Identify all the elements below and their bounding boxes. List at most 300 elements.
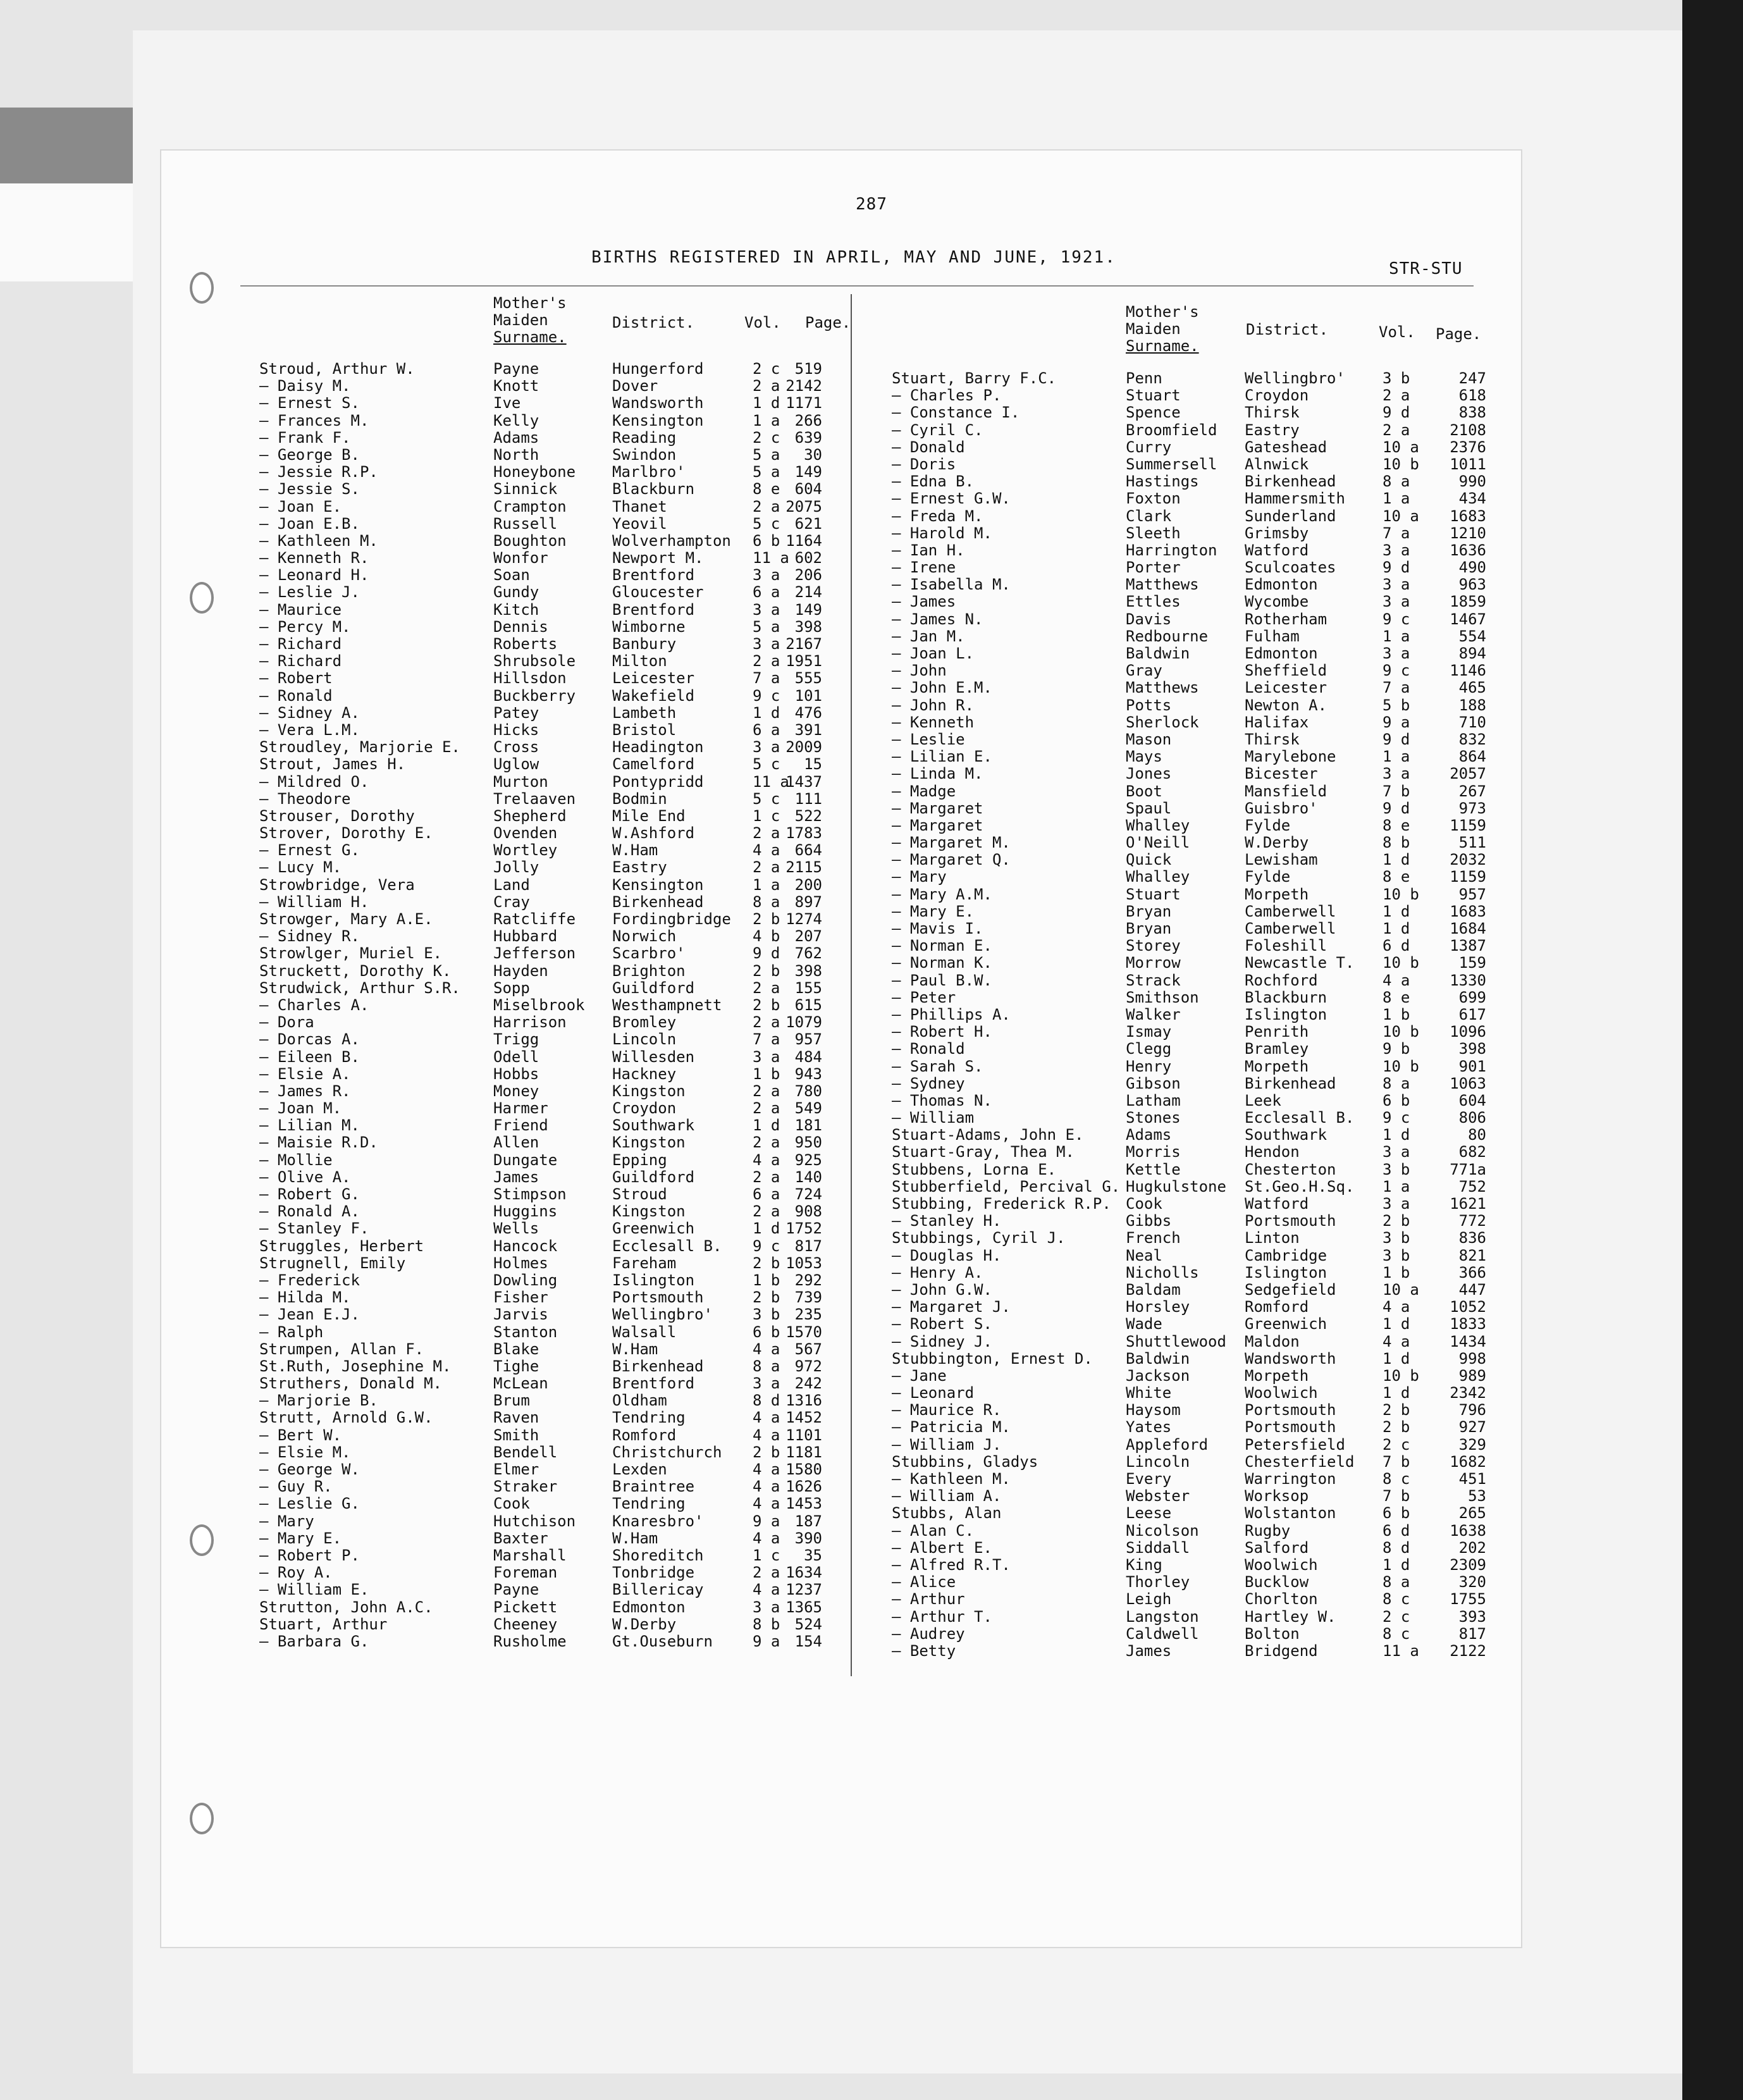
entry-name: — William: [892, 1109, 975, 1127]
register-entry: [259, 1392, 847, 1409]
entry-page: 267: [1458, 782, 1486, 800]
register-entry: [259, 1169, 847, 1186]
entry-name: — Ernest G.W.: [892, 490, 1011, 508]
entry-name: — Eileen B.: [259, 1047, 360, 1066]
entry-maiden-surname: Hastings: [1126, 472, 1199, 491]
entry-district: Kensington: [612, 411, 704, 429]
entry-page: 329: [1458, 1435, 1486, 1454]
entry-volume: 1 c: [753, 1546, 780, 1564]
register-entry: [259, 1014, 847, 1031]
entry-maiden-surname: Harmer: [493, 1099, 548, 1118]
entry-page: 292: [794, 1271, 822, 1289]
register-entry: [259, 498, 847, 516]
entry-maiden-surname: Ovenden: [493, 824, 558, 843]
entry-maiden-surname: French: [1126, 1229, 1181, 1247]
entry-page: 771a: [1450, 1160, 1486, 1178]
entry-name: Struckett, Dorothy K.: [259, 961, 452, 980]
entry-name: — Hilda M.: [259, 1288, 351, 1307]
entry-name: — Kathleen M.: [259, 531, 378, 550]
entry-district: Banbury: [612, 635, 677, 653]
entry-name: — Robert G.: [259, 1185, 360, 1203]
register-entry: [892, 662, 1493, 679]
entry-maiden-surname: Neal: [1126, 1246, 1162, 1264]
register-entry: [892, 1557, 1493, 1574]
entry-name: — Jean E.J.: [259, 1306, 360, 1324]
register-entry: [892, 1213, 1493, 1230]
entry-district: Norwich: [612, 927, 677, 946]
entry-maiden-surname: Gibbs: [1126, 1212, 1172, 1230]
entry-district: Maldon: [1245, 1332, 1300, 1350]
entry-maiden-surname: Potts: [1126, 696, 1172, 714]
entry-name: Strumpen, Allan F.: [259, 1340, 424, 1358]
entry-maiden-surname: Payne: [493, 1581, 539, 1599]
entry-district: Braintree: [612, 1478, 695, 1496]
entry-page: 1453: [785, 1495, 822, 1513]
entry-page: 434: [1458, 490, 1486, 508]
register-entry: [259, 1581, 847, 1598]
entry-maiden-surname: Wortley: [493, 841, 558, 860]
register-entry: [892, 1609, 1493, 1626]
entry-district: Eastry: [1245, 421, 1300, 439]
entry-page: 155: [794, 979, 822, 997]
register-entry: [892, 972, 1493, 989]
entry-volume: 5 a: [753, 463, 780, 481]
entry-page: 998: [1458, 1349, 1486, 1368]
entry-name: — Alice: [892, 1573, 956, 1591]
entry-maiden-surname: Bryan: [1126, 920, 1172, 937]
entry-volume: 8 a: [753, 1357, 780, 1375]
entry-volume: 1 d: [1383, 1349, 1410, 1368]
entry-maiden-surname: Broomfield: [1126, 421, 1217, 439]
entry-volume: 2 a: [753, 979, 780, 997]
entry-page: 554: [1458, 627, 1486, 645]
register-entry: [892, 559, 1493, 576]
entry-page: 202: [1458, 1538, 1486, 1557]
entry-page: 2167: [785, 635, 822, 653]
entry-maiden-surname: Webster: [1126, 1487, 1190, 1505]
register-entry: [892, 1247, 1493, 1264]
entry-volume: 2 c: [1383, 1435, 1410, 1454]
entry-maiden-surname: Kelly: [493, 411, 539, 429]
entry-maiden-surname: Adams: [493, 428, 539, 447]
entry-volume: 8 e: [1383, 816, 1410, 834]
register-entry: [259, 1100, 847, 1117]
entry-district: Walsall: [612, 1323, 677, 1341]
entry-name: — Jane: [892, 1366, 947, 1385]
entry-name: — Guy R.: [259, 1478, 333, 1496]
entry-maiden-surname: Walker: [1126, 1005, 1181, 1023]
entry-volume: 3 a: [1383, 576, 1410, 594]
entry-page: 207: [794, 927, 822, 946]
register-entry: [892, 1178, 1493, 1195]
register-entry: [892, 937, 1493, 954]
entry-name: — Kenneth R.: [259, 549, 369, 567]
entry-district: Southwark: [1245, 1126, 1327, 1144]
register-entry: [892, 1643, 1493, 1660]
entry-district: Edmonton: [1245, 576, 1318, 594]
entry-page: 943: [794, 1065, 822, 1083]
entry-name: Strugnell, Emily: [259, 1254, 406, 1272]
entry-district: W.Derby: [1245, 834, 1309, 852]
entry-page: 699: [1458, 988, 1486, 1006]
register-entry: [892, 851, 1493, 868]
entry-name: — Daisy M.: [259, 377, 351, 395]
entry-maiden-surname: Ismay: [1126, 1023, 1172, 1041]
entry-page: 2142: [785, 377, 822, 395]
entry-volume: 3 a: [1383, 541, 1410, 559]
entry-maiden-surname: Kettle: [1126, 1160, 1181, 1178]
entry-district: Blackburn: [612, 480, 695, 498]
entry-district: Marylebone: [1245, 748, 1336, 766]
register-entry: [892, 1540, 1493, 1557]
entry-volume: 11 a: [753, 549, 789, 567]
entry-maiden-surname: Stuart: [1126, 386, 1181, 405]
entry-page: 154: [794, 1632, 822, 1650]
entry-page: 214: [794, 583, 822, 602]
entry-district: Bodmin: [612, 789, 667, 808]
entry-volume: 3 b: [1383, 1160, 1410, 1178]
register-entry: [259, 1358, 847, 1375]
register-entry: [892, 1195, 1493, 1213]
entry-page: 710: [1458, 713, 1486, 731]
register-entry: [892, 1471, 1493, 1488]
entry-district: Morpeth: [1245, 1057, 1309, 1075]
entry-district: Gloucester: [612, 583, 704, 602]
entry-volume: 6 b: [753, 1323, 780, 1341]
entry-page: 490: [1458, 559, 1486, 577]
entry-name: — Ernest G.: [259, 841, 360, 860]
register-entry: [259, 619, 847, 636]
entry-volume: 4 a: [753, 1581, 780, 1599]
entry-maiden-surname: Hillsdon: [493, 669, 567, 688]
entry-district: Wellingbro': [1245, 369, 1345, 387]
entry-volume: 1 d: [753, 1220, 780, 1238]
entry-district: Wakefield: [612, 686, 695, 705]
entry-name: — Madge: [892, 782, 956, 800]
entry-volume: 2 a: [753, 1099, 780, 1118]
entry-district: Portsmouth: [1245, 1418, 1336, 1436]
register-entry: [892, 645, 1493, 662]
entry-district: Islington: [1245, 1263, 1327, 1282]
register-entry: [259, 1478, 847, 1495]
entry-volume: 8 a: [1383, 472, 1410, 491]
entry-volume: 9 c: [1383, 1109, 1410, 1127]
entry-volume: 8 c: [1383, 1470, 1410, 1488]
entry-volume: 5 c: [753, 755, 780, 774]
district-header-left: District.: [612, 314, 695, 331]
entry-page: 957: [1458, 885, 1486, 903]
entry-page: 990: [1458, 472, 1486, 491]
register-entry: [892, 1626, 1493, 1643]
entry-volume: 3 a: [1383, 765, 1410, 783]
entry-maiden-surname: Every: [1126, 1470, 1172, 1488]
register-entry: [259, 1324, 847, 1341]
entry-volume: 6 b: [1383, 1091, 1410, 1109]
entry-page: 320: [1458, 1573, 1486, 1591]
entry-maiden-surname: O'Neill: [1126, 834, 1190, 852]
entry-maiden-surname: Matthews: [1126, 576, 1199, 594]
entry-page: 187: [794, 1512, 822, 1530]
entry-page: 957: [794, 1030, 822, 1049]
entry-name: — Barbara G.: [259, 1632, 369, 1650]
entry-volume: 2 b: [753, 1254, 780, 1272]
entry-page: 391: [794, 720, 822, 739]
register-entry: [259, 429, 847, 447]
entry-maiden-surname: Allen: [493, 1133, 539, 1152]
entry-maiden-surname: Shrubsole: [493, 652, 576, 670]
entry-name: — Alfred R.T.: [892, 1555, 1011, 1574]
entry-maiden-surname: Pickett: [493, 1598, 558, 1616]
register-entry: [892, 456, 1493, 473]
entry-maiden-surname: Redbourne: [1126, 627, 1209, 645]
entry-volume: 1 d: [1383, 1315, 1410, 1333]
entry-maiden-surname: Shuttlewood: [1126, 1332, 1226, 1350]
entry-name: — Sidney A.: [259, 703, 360, 722]
entry-volume: 1 d: [1383, 851, 1410, 869]
entry-page: 1164: [785, 531, 822, 550]
entry-name: — Robert S.: [892, 1315, 992, 1333]
entry-name: — Norman E.: [892, 937, 992, 955]
entry-name: — John E.M.: [892, 679, 992, 697]
entry-district: Swindon: [612, 445, 677, 464]
entry-page: 1052: [1450, 1298, 1486, 1316]
register-entry: [892, 439, 1493, 456]
entry-maiden-surname: Adams: [1126, 1126, 1172, 1144]
entry-page: 836: [1458, 1229, 1486, 1247]
entry-name: — William E.: [259, 1581, 369, 1599]
entry-district: Chorlton: [1245, 1590, 1318, 1609]
entry-maiden-surname: Horsley: [1126, 1298, 1190, 1316]
entry-district: Thanet: [612, 497, 667, 516]
punch-hole: [190, 272, 214, 304]
register-entry: [259, 584, 847, 601]
entry-maiden-surname: Shepherd: [493, 806, 567, 825]
entry-name: — Kathleen M.: [892, 1470, 1011, 1488]
entry-page: 901: [1458, 1057, 1486, 1075]
entry-district: Fylde: [1245, 816, 1291, 834]
register-entry: [892, 628, 1493, 645]
entry-page: 188: [1458, 696, 1486, 714]
entry-maiden-surname: Hayden: [493, 961, 548, 980]
entry-page: 1752: [785, 1220, 822, 1238]
entry-volume: 2 a: [753, 824, 780, 843]
entry-volume: 9 b: [1383, 1040, 1410, 1058]
register-entry: [892, 473, 1493, 490]
entry-volume: 9 d: [1383, 799, 1410, 817]
register-entry: [259, 1375, 847, 1392]
register-entry: [892, 490, 1493, 507]
register-entry: [892, 903, 1493, 920]
entry-page: 2057: [1450, 765, 1486, 783]
entry-page: 1274: [785, 910, 822, 928]
entry-district: Watford: [1245, 541, 1309, 559]
entry-maiden-surname: Knott: [493, 377, 539, 395]
entry-name: Strowbridge, Vera: [259, 875, 415, 894]
register-entry: [259, 1152, 847, 1169]
entry-maiden-surname: Morris: [1126, 1143, 1181, 1161]
entry-page: 549: [794, 1099, 822, 1118]
entry-name: — Charles A.: [259, 996, 369, 1014]
entry-maiden-surname: Gundy: [493, 583, 539, 602]
entry-district: Birkenhead: [612, 1357, 704, 1375]
register-entry: [259, 894, 847, 911]
register-entry: [259, 378, 847, 395]
entry-volume: 3 a: [1383, 1195, 1410, 1213]
entry-name: — Margaret M.: [892, 834, 1011, 852]
entry-page: 2122: [1450, 1641, 1486, 1660]
entry-maiden-surname: Trelaaven: [493, 789, 576, 808]
entry-volume: 3 b: [753, 1306, 780, 1324]
entry-volume: 3 a: [753, 1598, 780, 1616]
entry-name: — Stanley F.: [259, 1220, 369, 1238]
entry-volume: 2 b: [753, 961, 780, 980]
entry-volume: 3 b: [1383, 1246, 1410, 1264]
entry-district: Chesterton: [1245, 1160, 1336, 1178]
register-entry: [259, 567, 847, 584]
entry-district: Birkenhead: [1245, 472, 1336, 491]
entry-district: Salford: [1245, 1538, 1309, 1557]
entry-page: 621: [794, 514, 822, 533]
entry-volume: 1 b: [753, 1271, 780, 1289]
entry-name: — Elsie A.: [259, 1065, 351, 1083]
register-entry: [259, 1409, 847, 1426]
register-entry: [259, 963, 847, 980]
register-entry: [259, 1066, 847, 1083]
entry-page: 398: [794, 617, 822, 636]
entry-page: 30: [804, 445, 822, 464]
entry-district: Ecclesall B.: [1245, 1109, 1355, 1127]
register-entry: [892, 1058, 1493, 1075]
entry-district: Yeovil: [612, 514, 667, 533]
entry-name: — Irene: [892, 559, 956, 577]
entry-page: 524: [794, 1615, 822, 1633]
register-entry: [259, 928, 847, 945]
entry-name: Stubbens, Lorna E.: [892, 1160, 1057, 1178]
entry-name: — Mary: [259, 1512, 314, 1530]
entry-page: 53: [1468, 1487, 1486, 1505]
entry-district: Rotherham: [1245, 610, 1327, 628]
entry-name: Stroud, Arthur W.: [259, 360, 415, 378]
entry-name: Strout, James H.: [259, 755, 406, 774]
entry-maiden-surname: Storey: [1126, 937, 1181, 955]
entry-district: Lewisham: [1245, 851, 1318, 869]
entry-page: 1467: [1450, 610, 1486, 628]
entry-district: Tendring: [612, 1495, 686, 1513]
entry-page: 451: [1458, 1470, 1486, 1488]
entry-page: 927: [1458, 1418, 1486, 1436]
right-entries-list: [892, 370, 1493, 1660]
entry-name: — Robert: [259, 669, 333, 688]
entry-district: Thirsk: [1245, 404, 1300, 422]
entry-volume: 8 a: [753, 892, 780, 911]
entry-volume: 5 c: [753, 514, 780, 533]
page-title: BIRTHS REGISTERED IN APRIL, MAY AND JUNE, 1921.: [591, 248, 1116, 267]
entry-page: 398: [1458, 1040, 1486, 1058]
entry-page: 465: [1458, 679, 1486, 697]
entry-name: Stroudley, Marjorie E.: [259, 738, 460, 757]
register-entry: [259, 1564, 847, 1581]
entry-name: — Albert E.: [892, 1538, 992, 1557]
entry-maiden-surname: Hancock: [493, 1237, 558, 1255]
entry-page: 519: [794, 360, 822, 378]
entry-maiden-surname: Baldwin: [1126, 645, 1190, 662]
entry-district: Guildford: [612, 1168, 695, 1186]
register-entry: [892, 783, 1493, 800]
entry-district: Newcastle T.: [1245, 954, 1355, 972]
entry-district: Dover: [612, 377, 658, 395]
maiden-header-left: Mother's Maiden Surname.: [493, 294, 567, 346]
register-entry: [892, 525, 1493, 542]
entry-district: Tendring: [612, 1409, 686, 1427]
entry-name: Strutton, John A.C.: [259, 1598, 433, 1616]
entry-name: — Douglas H.: [892, 1246, 1002, 1264]
entry-maiden-surname: Summersell: [1126, 455, 1217, 473]
entry-page: 1011: [1450, 455, 1486, 473]
entry-name: Stubbins, Gladys: [892, 1452, 1038, 1471]
entry-district: Bristol: [612, 720, 677, 739]
entry-volume: 9 a: [753, 1632, 780, 1650]
entry-name: — William J.: [892, 1435, 1002, 1454]
entry-name: — Joan L.: [892, 645, 975, 662]
entry-volume: 2 a: [1383, 421, 1410, 439]
register-entry: [892, 1350, 1493, 1368]
entry-district: Brentford: [612, 600, 695, 619]
entry-page: 181: [794, 1116, 822, 1135]
register-entry: [259, 1272, 847, 1289]
entry-page: 1570: [785, 1323, 822, 1341]
entry-maiden-surname: Clegg: [1126, 1040, 1172, 1058]
entry-maiden-surname: Cray: [493, 892, 530, 911]
entry-district: Gt.Ouseburn: [612, 1632, 713, 1650]
entry-page: 1755: [1450, 1590, 1486, 1609]
entry-volume: 1 a: [1383, 748, 1410, 766]
entry-name: — George B.: [259, 445, 360, 464]
entry-maiden-surname: North: [493, 445, 539, 464]
entry-maiden-surname: Jones: [1126, 765, 1172, 783]
entry-maiden-surname: Hicks: [493, 720, 539, 739]
left-entries-list: [259, 361, 847, 1650]
register-entry: [892, 1574, 1493, 1591]
entry-volume: 4 a: [753, 1495, 780, 1513]
entry-maiden-surname: Quick: [1126, 851, 1172, 869]
entry-district: Warrington: [1245, 1470, 1336, 1488]
register-entry: [892, 611, 1493, 628]
entry-volume: 4 a: [753, 1409, 780, 1427]
entry-district: Portsmouth: [1245, 1212, 1336, 1230]
register-entry: [892, 679, 1493, 696]
entry-volume: 5 b: [1383, 696, 1410, 714]
entry-name: — James: [892, 593, 956, 611]
register-entry: [892, 765, 1493, 782]
entry-volume: 4 a: [753, 1426, 780, 1444]
entry-volume: 1 d: [753, 1116, 780, 1135]
register-entry: [892, 1041, 1493, 1058]
entry-district: Knaresbro': [612, 1512, 704, 1530]
entry-name: — Richard: [259, 635, 342, 653]
register-entry: [259, 997, 847, 1014]
entry-maiden-surname: Trigg: [493, 1030, 539, 1049]
register-entry: [892, 886, 1493, 903]
register-entry: [259, 1530, 847, 1547]
entry-page: 2032: [1450, 851, 1486, 869]
register-entry: [259, 911, 847, 928]
entry-volume: 9 d: [1383, 730, 1410, 748]
entry-district: Newport M.: [612, 549, 704, 567]
entry-name: — Vera L.M.: [259, 720, 360, 739]
index-range: STR-STU: [1389, 259, 1463, 278]
entry-name: — Edna B.: [892, 472, 975, 491]
entry-volume: 2 a: [753, 652, 780, 670]
